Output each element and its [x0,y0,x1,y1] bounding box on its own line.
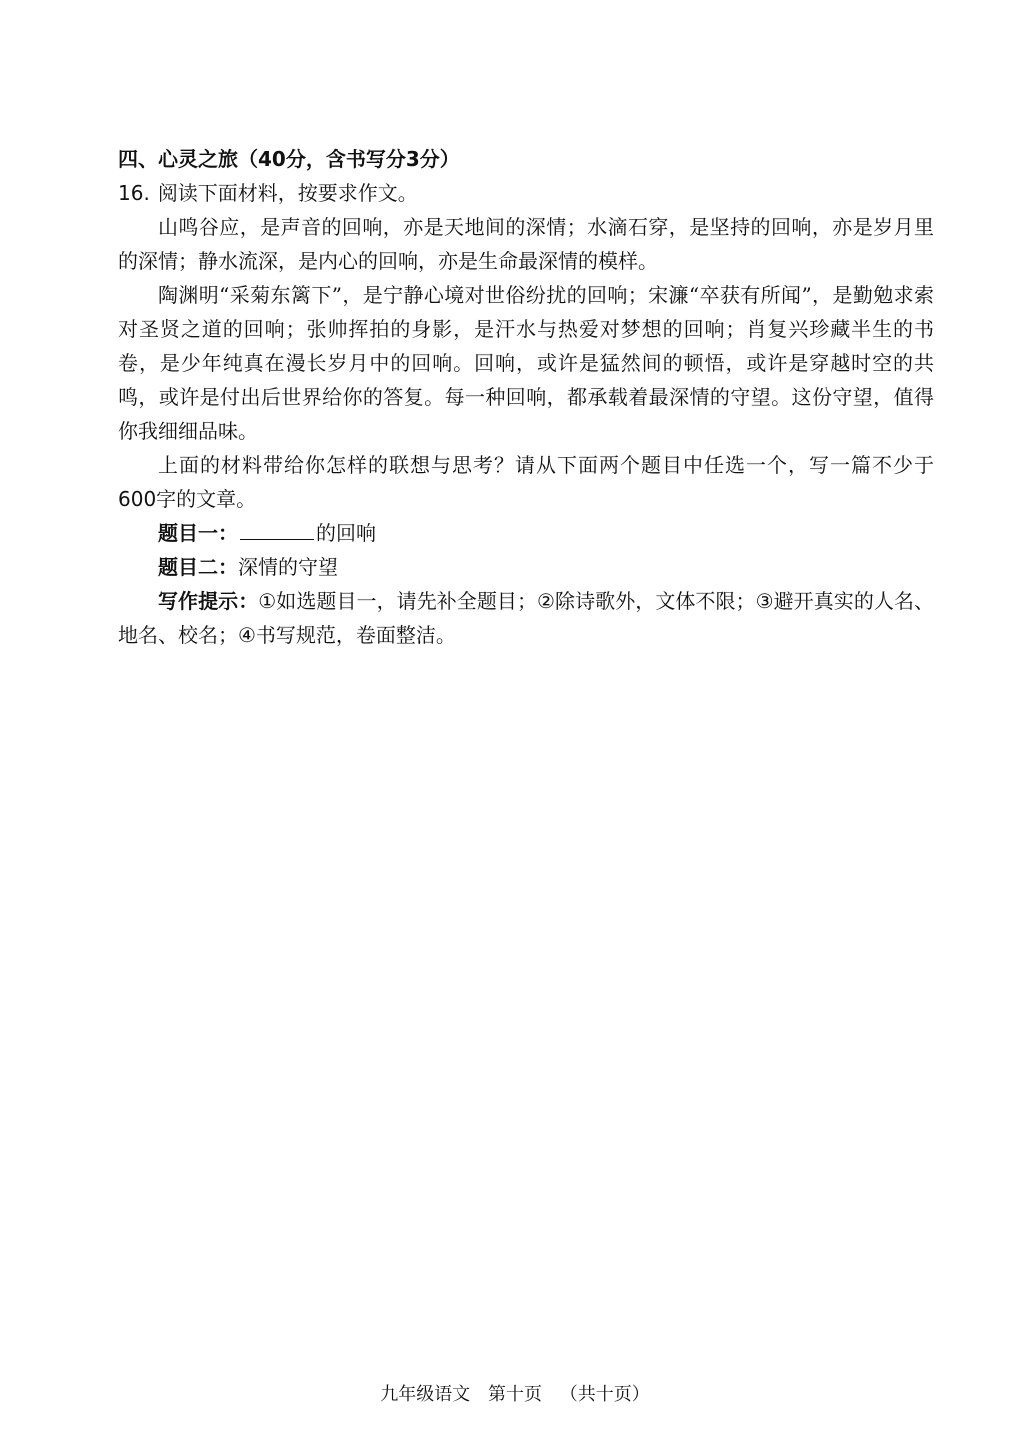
topic-one-blank [240,519,314,540]
writing-tips-text: ①如选题目一，请先补全题目；②除诗歌外，文体不限；③避开真实的人名、地名、校名；④书写规范，卷面整洁。 [118,589,934,647]
section-title: 四、心灵之旅（40分，含书写分3分） [118,147,460,171]
page-content [118,142,934,652]
topic-two [118,550,934,584]
material-paragraph-1: 山鸣谷应，是声音的回响，亦是天地间的深情；水滴石穿，是坚持的回响，亦是岁月里的深情；静水流深，是内心的回响，亦是生命最深情的模样。 [118,215,934,273]
page-footer [0,1380,1030,1406]
question-prompt [118,176,934,210]
footer-page-number: 第十页 [488,1384,542,1405]
topic-one-suffix: 的回响 [316,521,376,545]
topic-two-text: 深情的守望 [238,555,338,579]
material-paragraph-2: 陶渊明“采菊东篱下”，是宁静心境对世俗纷扰的回响；宋濂“卒获有所闻”，是勤勉求索对圣贤之道的回响；张帅挥拍的身影，是汗水与热爱对梦想的回响；肖复兴珍藏半生的书卷，是少年纯真在漫长岁月中的回响。回响，或许是猛然间的顿悟，或许是穿越时空的共鸣，或许是付出后世界给你的答复。每一种回响，都承载着最深情的守望。这份守望，值得你我细细品味。 [118,283,934,443]
topic-one [118,516,934,550]
writing-tips [118,584,934,652]
question-text: 阅读下面材料，按要求作文。 [157,181,418,205]
topic-one-label: 题目一： [158,521,238,545]
writing-tips-label: 写作提示： [158,589,259,613]
footer-subject: 九年级语文 [380,1384,471,1405]
question-number: 16. [118,181,150,205]
topic-two-label: 题目二： [158,555,238,579]
writing-instruction: 上面的材料带给你怎样的联想与思考？请从下面两个题目中任选一个，写一篇不少于600字的文章。 [118,453,934,511]
footer-total-pages: （共十页） [559,1384,650,1405]
